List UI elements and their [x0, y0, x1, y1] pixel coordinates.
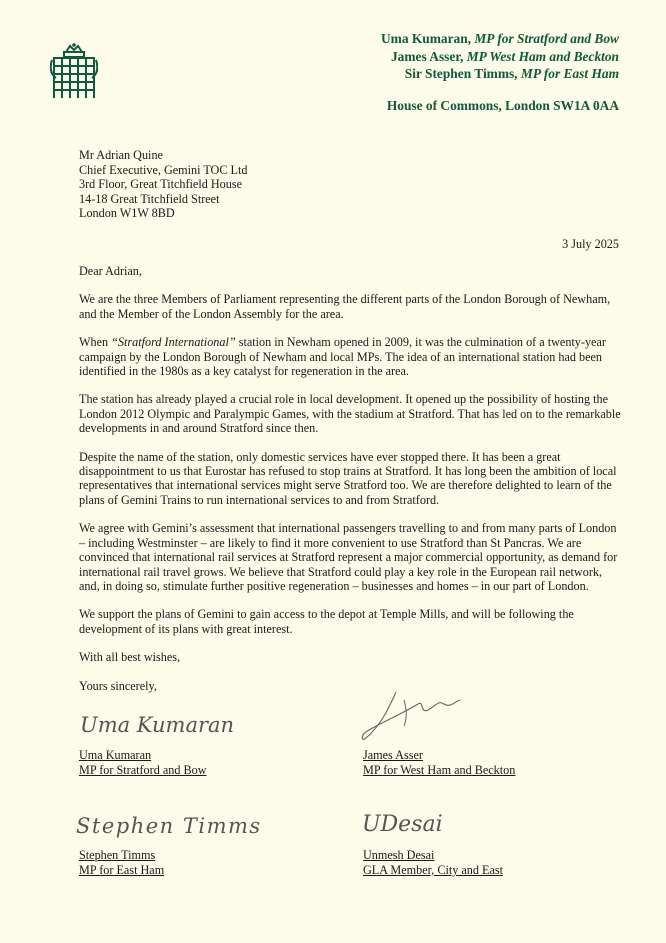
- recipient-line: Chief Executive, Gemini TOC Ltd: [79, 162, 248, 177]
- header-line-timms: Sir Stephen Timms, MP for East Ham: [404, 66, 619, 81]
- signature-kumaran: [78, 708, 248, 742]
- signatory-timms: [79, 848, 164, 878]
- recipient-line: 14-18 Great Titchfield Street: [79, 191, 220, 206]
- signatory-name: Uma Kumaran: [79, 748, 152, 762]
- signatory-title: GLA Member, City and East: [363, 863, 503, 877]
- header-line-kumaran: Uma Kumaran, MP for Stratford and Bow: [381, 31, 619, 46]
- signature-desai: [360, 805, 470, 841]
- paragraph-3: The station has already played a crucial role in local development. It opened up the possibility of hosting the London 2012 Olympic and Paralympic Games, with the stadium at Stratford. That has led on to the remarkable developments in and around Stratford since then.: [79, 392, 621, 436]
- signatory-name: James Asser: [363, 748, 423, 762]
- recipient-line: London W1W 8BD: [79, 206, 175, 221]
- signatory-title: MP for East Ham: [79, 863, 165, 877]
- signatory-name: Stephen Timms: [79, 848, 156, 862]
- recipient-line: Mr Adrian Quine: [79, 148, 163, 162]
- salutation: Dear Adrian,: [79, 264, 142, 278]
- signature-timms-text: Stephen Timms: [76, 814, 262, 838]
- paragraph-4: Despite the name of the station, only domestic services have ever stopped there. It has been a great disappointment to us that Eurostar has refused to stop trains at Stratford. It has long been the ambition of local representatives that international services might serve Stratford too. We are therefore delighted to learn of the plans of Gemini Trains to run international services to and from Stratford.: [79, 449, 617, 507]
- signatory-title: MP for Stratford and Bow: [79, 763, 207, 777]
- house-address: House of Commons, London SW1A 0AA: [386, 97, 619, 113]
- closing-wishes: With all best wishes,: [79, 650, 181, 665]
- portcullis-crest-icon: [50, 42, 98, 102]
- signatory-name: Unmesh Desai: [363, 848, 435, 862]
- recipient-address: [79, 148, 247, 221]
- paragraph-5: We agree with Gemini’s assessment that international passengers travelling to and from many parts of London – including Westminster – are likely to find it more convenient to use Stratford than St Pancras. We are convinced that international rail services at Stratford represent a major commercial opportunity, as demand for international rail travel grows. We believe that Stratford could play a key role in the European rail network, and, in doing so, stimulate further positive regeneration – businesses and homes – in our part of London.: [79, 521, 618, 593]
- letter-body: [79, 264, 621, 707]
- paragraph-6: We support the plans of Gemini to gain access to the depot at Temple Mills, and will be following the development of its plans with great interest.: [79, 607, 574, 636]
- signature-desai-text: UDesai: [362, 812, 443, 837]
- signature-kumaran-text: Uma Kumaran: [80, 713, 235, 737]
- paragraph-1: We are the three Members of Parliament representing the different parts of the London Borough of Newham, and the Member of the London Assembly for the area.: [79, 292, 611, 321]
- signatory-asser: [363, 748, 515, 778]
- signatory-kumaran: [79, 748, 207, 778]
- signatory-title: MP for West Ham and Beckton: [363, 763, 516, 777]
- letterhead: [381, 30, 619, 114]
- signature-timms: [74, 808, 264, 842]
- signature-asser: [358, 686, 468, 746]
- letter-date: 3 July 2025: [562, 237, 619, 251]
- signatory-desai: [363, 848, 503, 878]
- header-line-asser: James Asser, MP West Ham and Beckton: [390, 48, 619, 64]
- closing-sincerely: Yours sincerely,: [79, 678, 157, 693]
- recipient-line: 3rd Floor, Great Titchfield House: [79, 177, 243, 192]
- paragraph-2: When “Stratford International” station in Newham opened in 2009, it was the culmination of a twenty-year campaign by the London Borough of Newham and local MPs. The idea of an international station had been identified in the 1980s as a key catalyst for regeneration in the area.: [79, 335, 606, 379]
